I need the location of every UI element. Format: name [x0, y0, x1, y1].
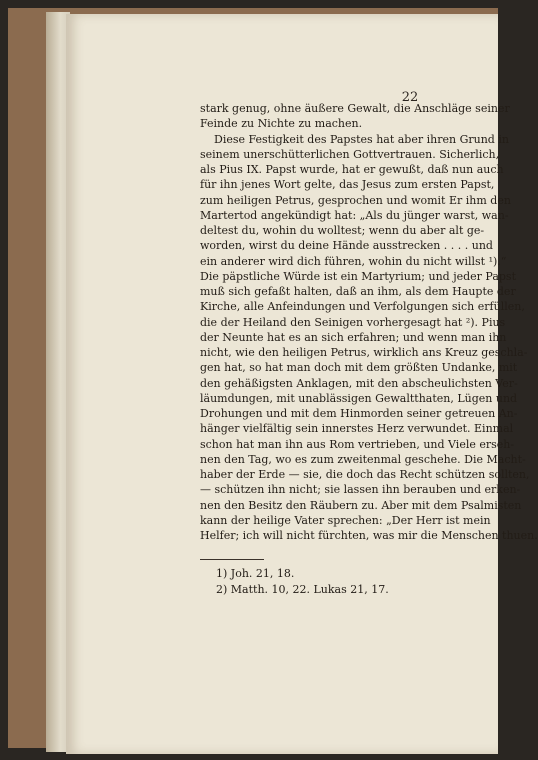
text-line: Diese Festigkeit des Papstes hat aber ihren Grund in [214, 132, 509, 146]
text-line: den gehäßigsten Anklagen, mit den abscheulichsten Ver- [200, 376, 518, 390]
footnote-2: 2) Matth. 10, 22. Lukas 21, 17. [216, 583, 389, 596]
text-line: stark genug, ohne äußere Gewalt, die Anschläge seiner [200, 102, 510, 115]
text-line: nen den Besitz den Räubern zu. Aber mit dem Psalmisten [200, 498, 522, 512]
text-line: Die päpstliche Würde ist ein Martyrium; und jeder Papst [200, 269, 516, 283]
text-line: nen den Tag, wo es zum zweitenmal geschehe. Die Macht- [200, 452, 526, 466]
text-line: nicht, wie den heiligen Petrus, wirklich ans Kreuz geschla- [200, 346, 528, 359]
text-line: als Pius IX. Papst wurde, hat er gewußt, daß nun auch [200, 163, 504, 176]
text-line: läumdungen, mit unablässigen Gewaltthaten, Lügen und [200, 391, 518, 405]
text-line: zum heiligen Petrus, gesprochen und womit Er ihm den [200, 193, 511, 207]
text-line: deltest du, wohin du wolltest; wenn du aber alt ge- [200, 224, 485, 237]
text-line: die der Heiland den Seinigen vorhergesagt hat ²). Pius [200, 315, 506, 329]
page-number: 22 [401, 90, 419, 105]
text-line: worden, wirst du deine Hände ausstrecken . . . . und [200, 239, 493, 253]
text-line: für ihn jenes Wort gelte, das Jesus zum ersten Papst, [200, 178, 495, 192]
text-line: Helfer; ich will nicht fürchten, was mir die Menschen thuen. [200, 529, 538, 542]
body-text [200, 101, 538, 543]
footnote-divider [200, 559, 264, 560]
text-line: schon hat man ihn aus Rom vertrieben, und Viele erseh- [200, 437, 515, 451]
text-line: haber der Erde — sie, die doch das Recht schützen sollten, [200, 468, 530, 481]
text-line: — schützen ihn nicht; sie lassen ihn berauben und erken- [200, 483, 521, 497]
text-line: der Neunte hat es an sich erfahren; und wenn man ihn [200, 330, 507, 344]
text-line: gen hat, so hat man doch mit dem größten Undanke, mit [200, 361, 518, 375]
text-line: kann der heilige Vater sprechen: „Der Herr ist mein [200, 513, 491, 527]
text-line: Martertod angekündigt hat: „Als du jünger warst, wan- [200, 208, 509, 222]
text-line: ein anderer wird dich führen, wohin du nicht willst ¹).“ [200, 254, 507, 268]
text-line: hänger vielfältig sein innerstes Herz verwundet. Einmal [200, 422, 514, 436]
text-line: Kirche, alle Anfeindungen und Verfolgungen sich erfüllen, [200, 300, 525, 314]
text-line: Drohungen und mit dem Hinmorden seiner getreuen An- [200, 407, 518, 420]
text-line: muß sich gefaßt halten, daß an ihm, als dem Haupte der [200, 285, 516, 298]
footnote-1: 1) Joh. 21, 18. [216, 567, 295, 580]
text-line: Feinde zu Nichte zu machen. [200, 117, 363, 131]
text-line: seinem unerschütterlichen Gottvertrauen. Sicherlich, [200, 147, 500, 161]
footnotes [216, 566, 456, 598]
